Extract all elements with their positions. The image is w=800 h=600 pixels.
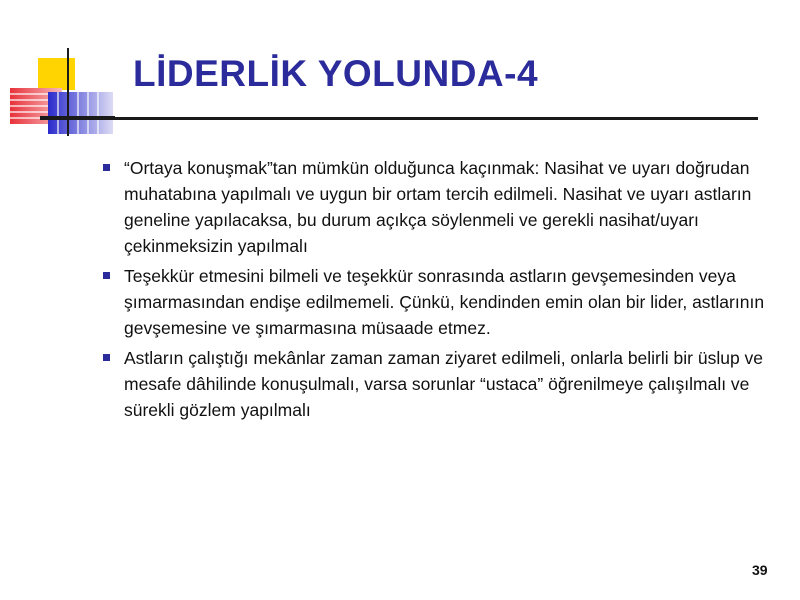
slide-decoration-logo	[10, 48, 115, 136]
bullet-text: Astların çalıştığı mekânlar zaman zaman ziyaret edilmeli, onlarla belirli bir üslup ve mesafe dâhilinde konuşulmalı, varsa sorunlar “ustaca” öğrenilmeye çalışılmalı ve sürekli gözlem yapılmalı	[124, 348, 764, 420]
bullet-item	[103, 263, 773, 341]
bullet-text: Teşekkür etmesini bilmeli ve teşekkür sonrasında astların gevşemesinden veya şımarmasından endişe edilmemeli. Çünkü, kendinden emin olan bir lider, astlarının gevşemesine ve şımarmasına müsaade etmez.	[124, 266, 765, 338]
square-bullet-icon	[103, 354, 110, 361]
bullet-list	[103, 155, 773, 427]
page-number: 39	[752, 562, 768, 578]
bullet-text: “Ortaya konuşmak”tan mümkün olduğunca kaçınmak: Nasihat ve uyarı doğrudan muhatabına yapılmalı ve uygun bir ortam tercih edilmeli. Nasihat ve uyarı astların geneline yapılacaksa, bu durum açıkça söylenmeli ve gerekli nasihat/uyarı çekinmeksizin yapılmalı	[124, 158, 752, 256]
slide-title: LİDERLİK YOLUNDA-4	[133, 53, 539, 94]
square-bullet-icon	[103, 272, 110, 279]
logo-yellow-square	[38, 58, 75, 90]
bullet-item	[103, 155, 773, 259]
bullet-item	[103, 345, 773, 423]
square-bullet-icon	[103, 164, 110, 171]
title-underline	[40, 117, 758, 120]
